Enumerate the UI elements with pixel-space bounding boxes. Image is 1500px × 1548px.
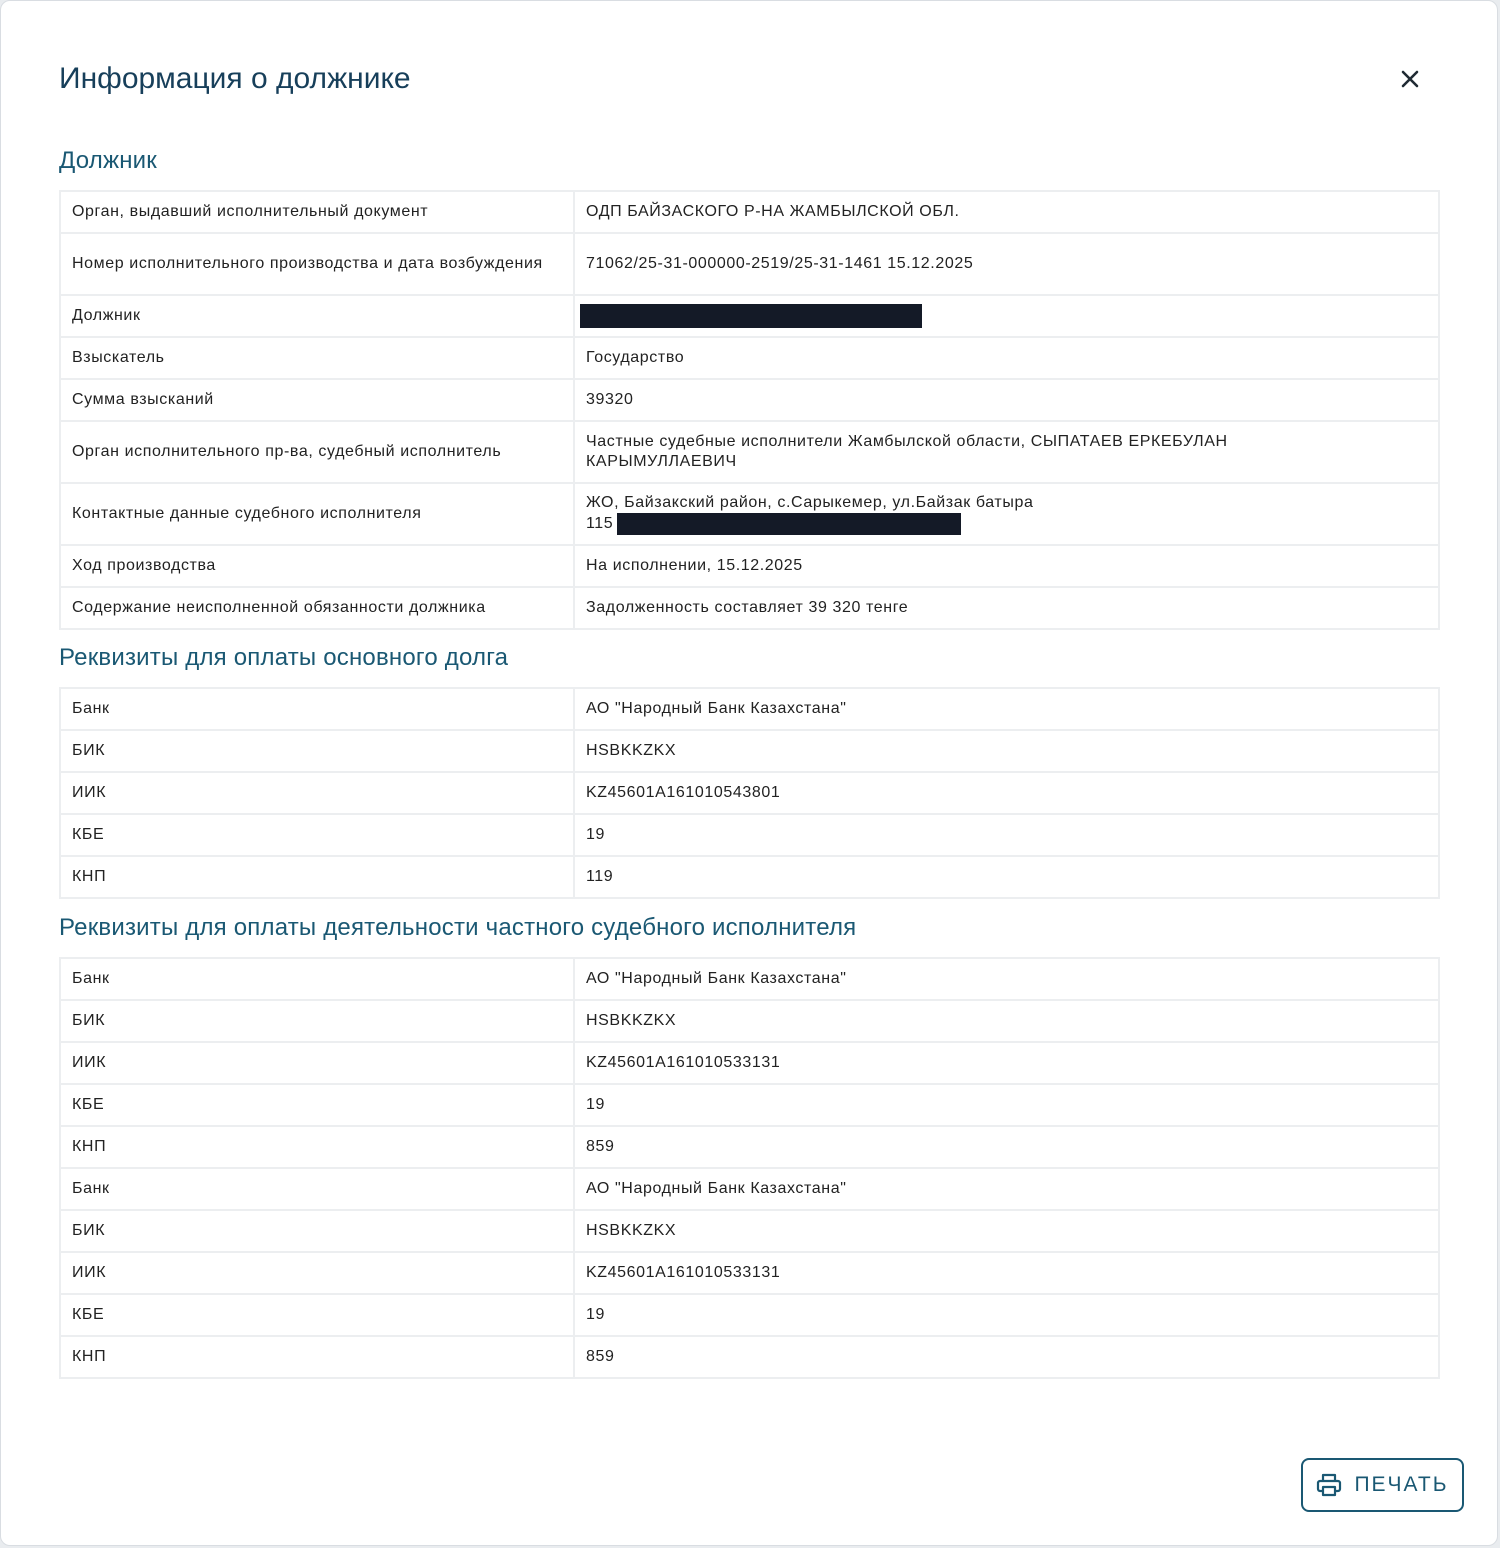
row-value: ОДП БАЙЗАСКОГО Р-НА ЖАМБЫЛСКОЙ ОБЛ. bbox=[574, 191, 1439, 233]
close-icon bbox=[1392, 61, 1428, 97]
table-row bbox=[60, 587, 1439, 629]
table-row bbox=[60, 191, 1439, 233]
table-row bbox=[60, 688, 1439, 730]
bailiff-fee-table bbox=[59, 957, 1440, 1379]
table-row bbox=[60, 958, 1439, 1000]
print-button-label: ПЕЧАТЬ bbox=[1354, 1473, 1449, 1496]
row-value: 859 bbox=[574, 1336, 1439, 1378]
row-label: КНП bbox=[60, 1336, 574, 1378]
table-row bbox=[60, 772, 1439, 814]
row-label: ИИК bbox=[60, 1042, 574, 1084]
section-title-bailiff-fee: Реквизиты для оплаты деятельности частного судебного исполнителя bbox=[59, 914, 857, 941]
row-value: 19 bbox=[574, 814, 1439, 856]
debtor-table bbox=[59, 190, 1440, 630]
contact-house-number: 115 bbox=[586, 515, 614, 533]
row-value: KZ45601A161010533131 bbox=[574, 1252, 1439, 1294]
table-row bbox=[60, 233, 1439, 295]
table-row bbox=[60, 1336, 1439, 1378]
row-label: БИК bbox=[60, 1210, 574, 1252]
row-label: Банк bbox=[60, 958, 574, 1000]
close-button[interactable] bbox=[1392, 61, 1428, 97]
row-value: HSBKKZKX bbox=[574, 1000, 1439, 1042]
contact-second-line bbox=[586, 513, 1427, 535]
section-title-main-debt: Реквизиты для оплаты основного долга bbox=[59, 644, 509, 671]
redacted-block bbox=[580, 304, 922, 328]
table-row bbox=[60, 1294, 1439, 1336]
table-row bbox=[60, 856, 1439, 898]
row-value: HSBKKZKX bbox=[574, 1210, 1439, 1252]
row-label: Номер исполнительного производства и дата возбуждения bbox=[60, 233, 574, 295]
print-button[interactable] bbox=[1301, 1458, 1464, 1512]
row-value: АО "Народный Банк Казахстана" bbox=[574, 958, 1439, 1000]
row-label: ИИК bbox=[60, 1252, 574, 1294]
row-label: КБЕ bbox=[60, 1084, 574, 1126]
table-row bbox=[60, 1126, 1439, 1168]
table-row bbox=[60, 730, 1439, 772]
row-label: Орган исполнительного пр-ва, судебный исполнитель bbox=[60, 421, 574, 483]
row-value: Государство bbox=[574, 337, 1439, 379]
section-title-debtor: Должник bbox=[59, 147, 157, 174]
contact-address-line: ЖО, Байзакский район, с.Сарыкемер, ул.Байзак батыра bbox=[586, 494, 1034, 511]
row-value: 39320 bbox=[574, 379, 1439, 421]
table-row bbox=[60, 1042, 1439, 1084]
row-label: Сумма взысканий bbox=[60, 379, 574, 421]
row-value: АО "Народный Банк Казахстана" bbox=[574, 688, 1439, 730]
row-label: КБЕ bbox=[60, 814, 574, 856]
row-label: ИИК bbox=[60, 772, 574, 814]
table-row bbox=[60, 337, 1439, 379]
row-label: КБЕ bbox=[60, 1294, 574, 1336]
row-label: Содержание неисполненной обязанности должника bbox=[60, 587, 574, 629]
row-value: 19 bbox=[574, 1084, 1439, 1126]
row-label: БИК bbox=[60, 730, 574, 772]
row-value: 19 bbox=[574, 1294, 1439, 1336]
row-value: На исполнении, 15.12.2025 bbox=[574, 545, 1439, 587]
row-value: Задолженность составляет 39 320 тенге bbox=[574, 587, 1439, 629]
table-row bbox=[60, 814, 1439, 856]
table-row bbox=[60, 379, 1439, 421]
row-value: Частные судебные исполнители Жамбылской области, СЫПАТАЕВ ЕРКЕБУЛАН КАРЫМУЛЛАЕВИЧ bbox=[574, 421, 1439, 483]
redacted-block bbox=[617, 513, 961, 535]
row-value: АО "Народный Банк Казахстана" bbox=[574, 1168, 1439, 1210]
row-label: Банк bbox=[60, 1168, 574, 1210]
row-label: Взыскатель bbox=[60, 337, 574, 379]
table-row bbox=[60, 545, 1439, 587]
printer-icon bbox=[1316, 1472, 1342, 1498]
table-row bbox=[60, 295, 1439, 337]
row-label: КНП bbox=[60, 856, 574, 898]
row-value: 119 bbox=[574, 856, 1439, 898]
row-value-contacts bbox=[574, 483, 1439, 545]
row-value: 71062/25-31-000000-2519/25-31-1461 15.12.2025 bbox=[574, 233, 1439, 295]
row-label: БИК bbox=[60, 1000, 574, 1042]
row-label: Орган, выдавший исполнительный документ bbox=[60, 191, 574, 233]
row-label: Должник bbox=[60, 295, 574, 337]
row-label: КНП bbox=[60, 1126, 574, 1168]
modal-title: Информация о должнике bbox=[59, 62, 411, 95]
row-value-debtor bbox=[574, 295, 1439, 337]
row-value: 859 bbox=[574, 1126, 1439, 1168]
row-label: Банк bbox=[60, 688, 574, 730]
table-row bbox=[60, 483, 1439, 545]
main-debt-table bbox=[59, 687, 1440, 899]
table-row bbox=[60, 1168, 1439, 1210]
row-label: Ход производства bbox=[60, 545, 574, 587]
table-row bbox=[60, 1210, 1439, 1252]
table-row bbox=[60, 1084, 1439, 1126]
row-label: Контактные данные судебного исполнителя bbox=[60, 483, 574, 545]
table-row bbox=[60, 1252, 1439, 1294]
row-value: KZ45601A161010543801 bbox=[574, 772, 1439, 814]
table-row bbox=[60, 421, 1439, 483]
table-row bbox=[60, 1000, 1439, 1042]
row-value: KZ45601A161010533131 bbox=[574, 1042, 1439, 1084]
row-value: HSBKKZKX bbox=[574, 730, 1439, 772]
